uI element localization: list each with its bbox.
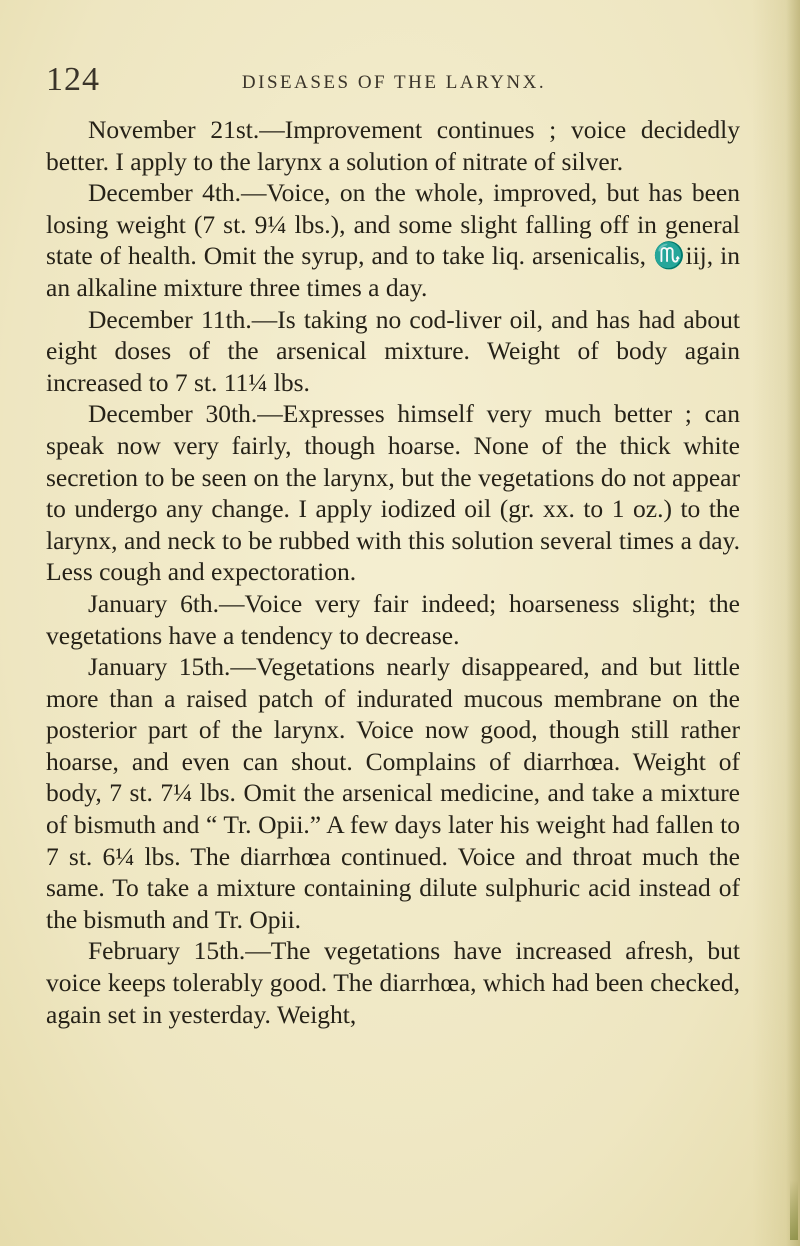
running-head — [46, 60, 736, 100]
running-title: DISEASES OF THE LARYNX. — [241, 72, 547, 93]
paragraph-jan-6: January 6th.—Voice very fair indeed; hoarseness slight; the vegetations have a tendency to decrease. — [46, 588, 740, 650]
paragraph-jan-15: January 15th.—Vegetations nearly disappeared, and but little more than a raised patch of indurated mucous membrane on the posterior part of the larynx. Voice now good, though still rather hoarse, and even can shout. Complains of diarrhœa. Weight of body, 7 st. 7¼ lbs. Omit the arsenical medicine, and take a mixture of bismuth and “ Tr. Opii.” A few days later his weight had fallen to 7 st. 6¼ lbs. The diarrhœa continued. Voice and throat much the same. To take a mixture containing dilute sulphuric acid instead of the bismuth and Tr. Opii. — [46, 652, 740, 934]
paragraph-nov-21: November 21st.—Improvement continues ; voice decidedly better. I apply to the larynx a solution of nitrate of silver. — [46, 115, 740, 176]
body-text — [46, 114, 740, 1030]
paragraph-dec-11: December 11th.—Is taking no cod-liver oil, and has had about eight doses of the arsenical mixture. Weight of body again increased to 7 st. 11¼ lbs. — [46, 304, 740, 397]
paragraph-dec-4: December 4th.—Voice, on the whole, improved, but has been losing weight (7 st. 9¼ lbs.), and some slight falling off in general state of health. Omit the syrup, and to take liq. arsenicalis, ♏iij, in an alkaline mixture three times a day. — [46, 178, 740, 302]
page-edge-mark — [790, 1180, 798, 1240]
paragraph-feb-15: February 15th.—The vegetations have increased afresh, but voice keeps tolerably good. The diarrhœa, which had been checked, again set in yesterday. Weight, — [46, 936, 740, 1029]
paragraph-dec-30: December 30th.—Expresses himself very much better ; can speak now very fairly, though hoarse. None of the thick white secretion to be seen on the larynx, but the vegetations do not appear to undergo any change. I apply iodized oil (gr. xx. to 1 oz.) to the larynx, and neck to be rubbed with this solution several times a day. Less cough and expectoration. — [46, 399, 740, 587]
page-edge-shadow — [786, 0, 800, 1246]
page-number: 124 — [46, 61, 100, 98]
